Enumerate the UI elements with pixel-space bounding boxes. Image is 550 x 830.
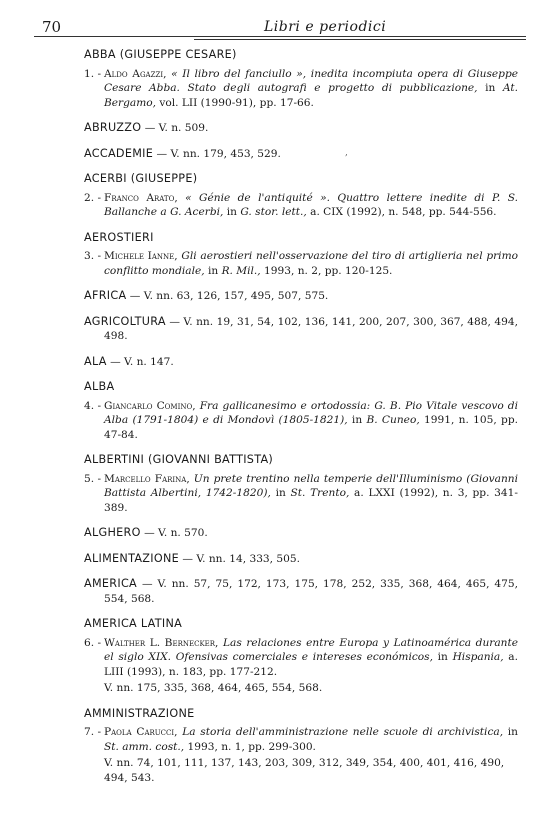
- entry-author: Walther L. Bernecker,: [104, 636, 219, 649]
- entry-journal: Hispania,: [452, 651, 504, 663]
- stray-mark: ,: [345, 148, 348, 158]
- cross-reference-numbers: — V. nn. 179, 453, 529.: [153, 147, 281, 160]
- entry-see-also: V. nn. 175, 335, 368, 464, 465, 554, 568.: [104, 682, 323, 694]
- section-heading: ALBERTINI (GIOVANNI BATTISTA): [84, 453, 274, 466]
- cross-reference: [84, 577, 518, 606]
- entry-journal: At. Bergamo,: [104, 82, 518, 109]
- cross-reference-numbers: — V. nn. 14, 333, 505.: [179, 552, 300, 565]
- cross-reference-numbers: — V. nn. 57, 75, 172, 173, 175, 178, 252, 335, 368, 464, 465, 475, 554, 568.: [104, 578, 518, 605]
- section-heading: AEROSTIERI: [84, 230, 154, 244]
- section-heading: AMMINISTRAZIONE: [84, 706, 195, 720]
- section-heading: ALBA: [84, 380, 115, 393]
- page-header: [34, 14, 526, 40]
- entry-connector: in: [347, 414, 367, 426]
- entry-author: Marcello Farina,: [104, 472, 190, 485]
- entry-connector: in: [223, 206, 241, 218]
- running-title: Libri e periodici: [264, 19, 387, 35]
- cross-reference: [84, 355, 518, 370]
- entry-citation: a. CIX (1992), n. 548, pp. 544-556.: [306, 206, 497, 218]
- entry-number: 7. -: [84, 726, 102, 738]
- entry-author: Paola Carucci,: [104, 726, 178, 738]
- entry-title: Gli aerostieri nell'osservazione del tiro di artiglieria nel primo conflitto mondiale,: [104, 250, 518, 277]
- cross-reference: [84, 121, 518, 136]
- entry-author: Michele Ianne,: [104, 250, 178, 262]
- entry-title: Las relaciones entre Europa y Latinoamérica durante el siglo XIX. Ofensivas comerciales e intereses económicos,: [104, 636, 518, 663]
- entry-citation: 1993, n. 1, pp. 299-300.: [184, 740, 316, 753]
- cross-reference: [84, 147, 518, 162]
- entry-number: 6. -: [84, 636, 102, 649]
- bibliography-entry: [56, 636, 518, 680]
- entry-citation: 1993, n. 2, pp. 120-125.: [260, 264, 393, 277]
- cross-reference: [84, 552, 518, 567]
- entry-connector: in: [477, 82, 503, 94]
- section-heading: ABBA (GIUSEPPE CESARE): [84, 48, 237, 61]
- entry-number: 5. -: [84, 472, 102, 485]
- bibliography-list: [56, 48, 518, 785]
- header-rule-secondary: [194, 39, 526, 40]
- cross-reference-numbers: — V. nn. 19, 31, 54, 102, 136, 141, 200, 207, 300, 367, 488, 494, 498.: [104, 315, 518, 342]
- entry-journal: G. stor. lett.,: [240, 206, 307, 218]
- cross-reference: [84, 289, 518, 304]
- entry-connector: in: [503, 726, 518, 738]
- cross-reference-numbers: — V. n. 509.: [141, 122, 209, 134]
- cross-reference-label: AGRICOLTURA: [84, 314, 166, 328]
- entry-see-also: V. nn. 74, 101, 111, 137, 143, 203, 309, 312, 349, 354, 400, 401, 416, 490, 494, 543.: [104, 757, 505, 784]
- entry-citation: a. LIII (1993), n. 183, pp. 177-212.: [104, 651, 518, 678]
- bibliography-entry: [56, 191, 518, 220]
- cross-reference-label: ALIMENTAZIONE: [84, 551, 179, 565]
- cross-reference: [84, 315, 518, 344]
- entry-title: Fra gallicanesimo e ortodossia: G. B. Pio Vitale vescovo di Alba (1791-1804) e di Mondovì (1805-1821),: [104, 399, 518, 426]
- entry-journal: B. Cuneo,: [366, 414, 420, 426]
- entry-citation: 1991, n. 105, pp. 47-84.: [104, 414, 518, 441]
- cross-reference-label: ALGHERO: [84, 526, 141, 539]
- entry-journal: St. amm. cost.,: [104, 740, 185, 753]
- section-heading: AMERICA LATINA: [84, 617, 183, 630]
- header-rule: [34, 36, 526, 37]
- cross-reference-label: AMERICA: [84, 577, 138, 590]
- entry-connector: in: [270, 487, 291, 499]
- entry-title: « Il libro del fanciullo », inedita incompiuta opera di Giuseppe Cesare Abba. Stato degli autografi e progetto di pubblicazione,: [104, 67, 518, 94]
- cross-reference-numbers: — V. nn. 63, 126, 157, 495, 507, 575.: [126, 290, 329, 302]
- cross-reference-numbers: — V. n. 570.: [140, 527, 208, 539]
- section-heading: ACERBI (GIUSEPPE): [84, 172, 198, 185]
- cross-reference-label: ABRUZZO: [84, 121, 142, 134]
- entry-title: « Génie de l'antiquité ». Quattro lettere inedite di P. S. Ballanche a G. Acerbi,: [104, 191, 518, 218]
- entry-number: 2. -: [84, 191, 102, 204]
- entry-number: 4. -: [84, 399, 102, 412]
- bibliography-entry: [56, 472, 518, 516]
- entry-author: Franco Arato,: [104, 191, 178, 204]
- entry-author: Aldo Agazzi,: [104, 67, 167, 80]
- cross-reference-label: AFRICA: [84, 289, 127, 302]
- entry-author: Giancarlo Comino,: [104, 399, 196, 412]
- entry-title: La storia dell'amministrazione nelle scuole di archivistica,: [182, 726, 504, 738]
- entry-citation: a. LXXI (1992), n. 3, pp. 341-389.: [104, 487, 518, 514]
- entry-number: 3. -: [84, 250, 102, 262]
- cross-reference: [84, 526, 518, 541]
- entry-title: Un prete trentino nella temperie dell'Illuminismo (Giovanni Battista Albertini, 1742-1820),: [104, 472, 519, 499]
- entry-number: 1. -: [84, 67, 102, 80]
- bibliography-entry: [56, 67, 518, 111]
- cross-reference-numbers: — V. n. 147.: [106, 355, 174, 368]
- entry-connector: in: [204, 264, 222, 277]
- cross-reference-label: ACCADEMIE: [84, 146, 154, 160]
- entry-citation: vol. LII (1990-91), pp. 17-66.: [156, 96, 314, 109]
- page-number: 70: [42, 18, 62, 36]
- entry-connector: in: [432, 651, 453, 663]
- bibliography-entry: [56, 249, 518, 278]
- entry-journal: R. Mil.,: [221, 264, 261, 277]
- bibliography-entry: [56, 725, 518, 754]
- cross-reference-label: ALA: [84, 354, 107, 368]
- bibliography-entry: [56, 399, 518, 443]
- entry-journal: St. Trento,: [290, 487, 350, 499]
